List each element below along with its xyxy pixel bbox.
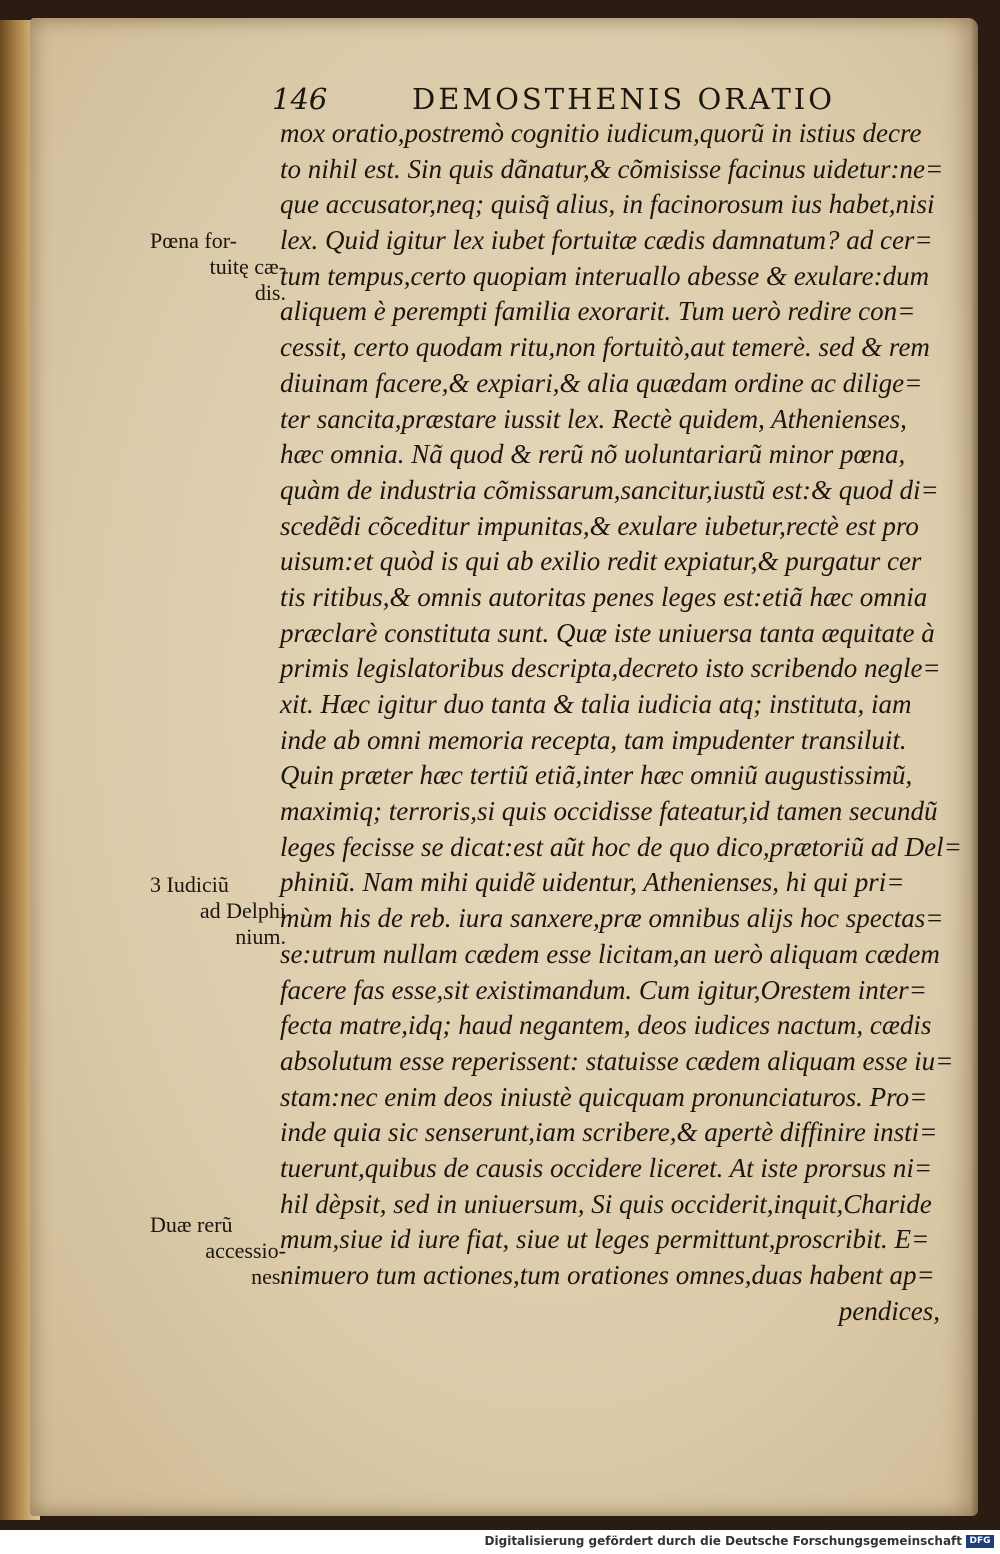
text-line: scedẽdi cõceditur impunitas,& exulare iubetur,rectè est pro [280,510,919,541]
text-line: tum tempus,certo quopiam interuallo abesse & exulare:dum [280,260,930,291]
text-line: maximiq; terroris,si quis occidisse fateatur,id tamen secundũ [280,796,938,827]
text-line: diuinam facere,& expiari,& alia quædam ordine ac dilige= [280,367,923,398]
text-line: hæc omnia. Nã quod & rerũ nõ uoluntariarũ minor pœna, [280,439,906,470]
dfg-credit: Digitalisierung gefördert durch die Deutsche Forschungsgemeinschaft [484,1534,962,1548]
text-line: ter sancita,præstare iussit lex. Rectè quidem, Athenienses, [280,403,907,434]
margin-note-iudicium-delphinium [150,872,286,950]
text-line: hil dèpsit, sed in uniuersum, Si quis occiderit,inquit,Charide [280,1188,932,1219]
text-line: phiniũ. Nam mihi quidẽ uidentur, Athenienses, hi qui pri= [280,867,905,898]
page-shadow [970,0,1000,1530]
running-head: DEMOSTHENIS ORATIO [412,82,836,116]
text-line: quàm de industria cõmissarum,sancitur,iustũ est:& quod di= [280,474,939,505]
text-line: que accusator,neq; quisq̃ alius, in facinorosum ius habet,nisi [280,189,935,220]
text-line: nimuero tum actiones,tum orationes omnes,duas habent ap= [280,1260,935,1290]
text-line: fecta matre,idq; haud negantem, deos iudices nactum, cædis [280,1010,932,1041]
margin-note-line: 3 Iudiciũ [150,872,229,897]
text-line: pendices, [838,1295,940,1326]
margin-note-line: nes. [251,1264,286,1289]
text-line: inde quia sic senserunt,iam scribere,& apertè diffinire insti= [280,1117,938,1148]
text-line: tuerunt,quibus de causis occidere liceret. At iste prorsus ni= [280,1152,933,1183]
text-line: xit. Hæc igitur duo tanta & talia iudicia atq; instituta, iam [280,689,912,719]
text-line: to nihil est. Sin quis dãnatur,& cõmisisse facinus uidetur:ne= [280,153,944,184]
text-line: leges fecisse se dicat:est aũt hoc de quo dico,prætoriũ ad Del= [280,831,962,862]
text-line: præclarè constituta sunt. Quæ iste uniuersa tanta æquitate à [280,617,935,648]
text-line: aliquem è perempti familia exorarit. Tum uerò redire con= [280,296,916,327]
margin-note-line: ad Delphi [199,898,286,923]
margin-note-line: Pœna for- [150,228,237,253]
text-line: stam:nec enim deos iniustè quicquam pronunciaturos. Pro= [280,1081,928,1112]
body-text [280,116,962,1329]
text-line: mum,siue id iure fiat, siue ut leges permittunt,proscribit. E= [280,1224,930,1255]
text-line: mox oratio,postremò cognitio iudicum,quorũ in istius decre [280,118,922,148]
page-number: 146 [272,82,328,116]
text-line: absolutum esse reperissent: statuisse cædem aliquam esse iu= [280,1045,954,1076]
margin-note-line: tuitę cæ- [209,254,286,279]
margin-note-line: dis. [254,280,286,305]
text-line: se:utrum nullam cædem esse licitam,an uerò aliquam cædem [280,938,940,969]
text-line: tis ritibus,& omnis autoritas penes leges est:etiã hæc omnia [280,581,928,612]
margin-note-duae-rerum [150,1212,286,1290]
text-line: inde ab omni memoria recepta, tam impudenter transiluit. [280,724,907,755]
text-line: primis legislatoribus descripta,decreto isto scribendo negle= [280,653,941,684]
margin-note-line: accessio- [205,1238,286,1263]
text-line: lex. Quid igitur lex iubet fortuitæ cædis damnatum? ad cer= [280,225,933,256]
text-line: uisum:et quòd is qui ab exilio redit expiatur,& purgatur cer [280,546,922,577]
margin-note-line: nium. [235,924,286,949]
text-line: Quin præter hæc tertiũ etiã,inter hæc omniũ augustissimũ, [280,760,913,791]
footer-bar [0,1530,1000,1554]
margin-note-poena-fortuitae [150,228,286,306]
text-line: facere fas esse,sit existimandum. Cum igitur,Orestem inter= [280,974,927,1005]
text-line: cessit, certo quodam ritu,non fortuitò,aut temerè. sed & rem [280,332,930,363]
text-line: mùm his de reb. iura sanxere,præ omnibus alijs hoc spectas= [280,903,944,934]
dfg-logo-icon: DFG [966,1535,994,1548]
margin-note-line: Duæ rerũ [150,1212,233,1237]
